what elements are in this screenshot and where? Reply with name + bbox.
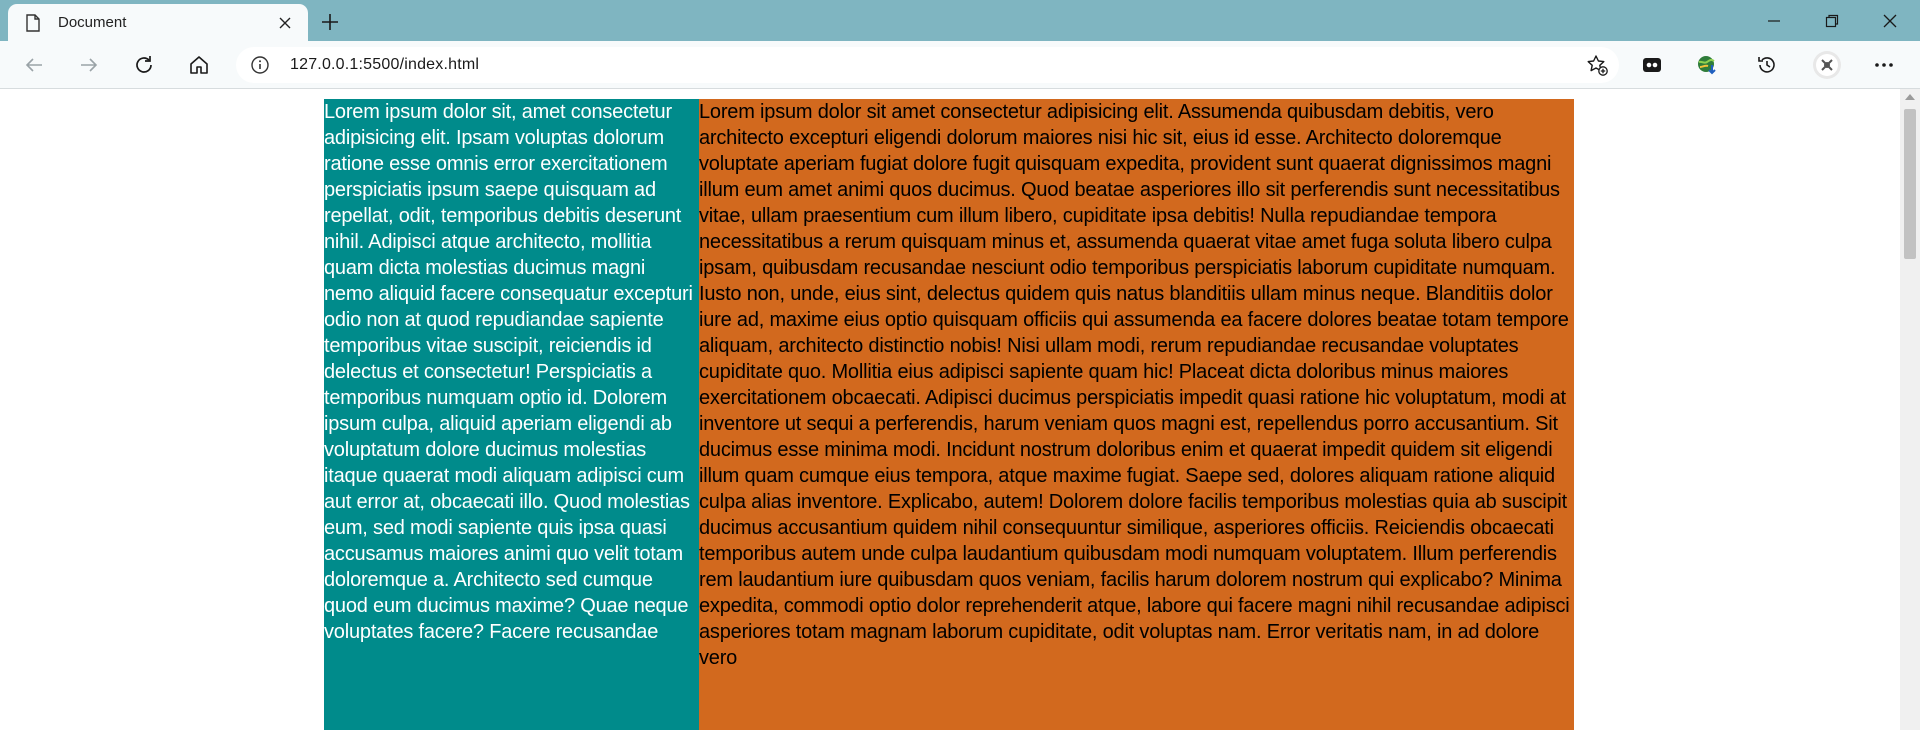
restore-icon [1825,14,1839,28]
refresh-button[interactable] [126,47,162,83]
close-icon [1883,14,1897,28]
document-icon [22,12,44,34]
forward-button[interactable] [71,47,107,83]
extension-button-1[interactable] [1634,47,1670,83]
right-column: Lorem ipsum dolor sit amet consectetur adipisicing elit. Assumenda quibusdam debitis, vero architecto excepturi eligendi dolorum maiores nisi hic sit, eius id esse. Architecto doloremque voluptate aperiam fugiat dolore fugit quisquam expedita, provident sunt quaerat dignissimos magni illum eum amet animi quos ducimus. Quod beatae asperiores illo sit perferendis sunt necessitatibus vitae, ullam praesentium cum illum libero, cupiditate ipsa debitis! Nulla repudiandae tempora necessitatibus a rerum quisquam minus et, assumenda quaerat vitae amet fuga soluta libero culpa ipsam, quibusdam recusandae nesciunt odio temporibus perspiciatis laborum cupiditate numquam. Iusto non, unde, eius sint, delectus quidem quis natus blanditiis ullam minus neque. Blanditiis dolor iure ad, maxime eius optio quisquam officiis qui assumenda ea facere dolores beatae totam tempore aliquam, architecto distinctio nobis! Nisi ullam modi, rerum repudiandae recusandae voluptates cupiditate quo. Mollitia eius adipisci sapiente quam hic! Placeat dicta doloribus minus maiores exercitationem obcaecati. Adipisci ducimus perspiciatis impedit quasi ratione hic voluptatum, modi at inventore ut sequi a perferendis, harum veniam quos magni est, repellendus porro accusantium. Sit ducimus esse minima modi. Incidunt nostrum doloribus enim et quaerat impedit quidem sit eligendi illum quam cumque eius tempora, atque maxime fugiat. Saepe sed, dolores aliquam ratione aliquid culpa alias inventore. Explicabo, autem! Dolorem dolore facilis temporibus molestias quia ab suscipit ducimus accusantium quidem nihil consequuntur similique, asperiores officiis. Reiciendis obcaecati temporibus autem unde culpa laudantium quibusdam modi numquam voluptatem. Illum perferendis rem laudantium iure quibusdam quos veniam, facilis harum dolorem nostrum qui explicabo? Minima expedita, commodi optio dolor reprehenderit atque, labore qui facere magni nihil recusandae adipisci asperiores totam magnam laborum cupiditate, odit voluptas nam. Error veritatis nam, in ad dolore vero [699,99,1574,730]
restore-button[interactable] [1803,0,1861,41]
plus-icon [321,13,339,31]
left-column: Lorem ipsum dolor sit, amet consectetur adipisicing elit. Ipsam voluptas dolorum ratione esse omnis error exercitationem perspiciatis ipsum saepe quisquam ad repellat, odit, temporibus debitis deserunt nihil. Adipisci atque architecto, mollitia quam dicta molestias ducimus magni nemo aliquid facere consequatur excepturi odio non at quod repudiandae sapiente temporibus vitae suscipit, reiciendis id delectus et consectetur! Perspiciatis a temporibus numquam optio id. Dolorem ipsum culpa, aliquid aperiam eligendi ab voluptatum dolore ducimus molestias itaque quaerat modi aliquam adipisci cum aut error at, obcaecati illo. Quod molestias eum, sed modi sapiente quis ipsa quasi accusamus maiores animi quo velit totam doloremque a. Architecto sed cumque quod eum ducimus maxime? Quae neque voluptates facere? Facere recusandae [324,99,699,730]
star-plus-icon[interactable] [1585,53,1609,77]
browser-tab[interactable] [8,4,308,41]
close-window-button[interactable] [1861,0,1919,41]
game-controller-icon [1641,54,1663,76]
page-viewport [0,89,1900,730]
refresh-icon [133,54,155,76]
new-tab-button[interactable] [314,6,346,38]
info-icon[interactable] [250,55,270,75]
avatar-icon [1812,50,1842,80]
browser-toolbar [0,41,1920,89]
vertical-scrollbar[interactable] [1900,89,1920,730]
menu-button[interactable] [1866,47,1902,83]
close-icon[interactable] [272,10,298,36]
extension-button-2[interactable] [1689,47,1725,83]
url-text[interactable]: 127.0.0.1:5500/index.html [290,56,480,73]
minimize-icon [1767,14,1781,28]
home-button[interactable] [181,47,217,83]
more-icon [1874,62,1894,68]
forward-arrow-icon [79,55,99,75]
history-icon [1756,54,1778,76]
back-arrow-icon [24,55,44,75]
history-button[interactable] [1749,47,1785,83]
address-bar[interactable] [236,47,1619,83]
scroll-up-arrow-icon[interactable] [1905,94,1915,100]
globe-download-icon [1695,53,1719,77]
minimize-button[interactable] [1745,0,1803,41]
home-icon [188,54,210,76]
back-button[interactable] [16,47,52,83]
title-bar [0,0,1920,41]
tab-title: Document [58,14,127,31]
scroll-thumb[interactable] [1904,109,1916,259]
profile-button[interactable] [1809,47,1845,83]
